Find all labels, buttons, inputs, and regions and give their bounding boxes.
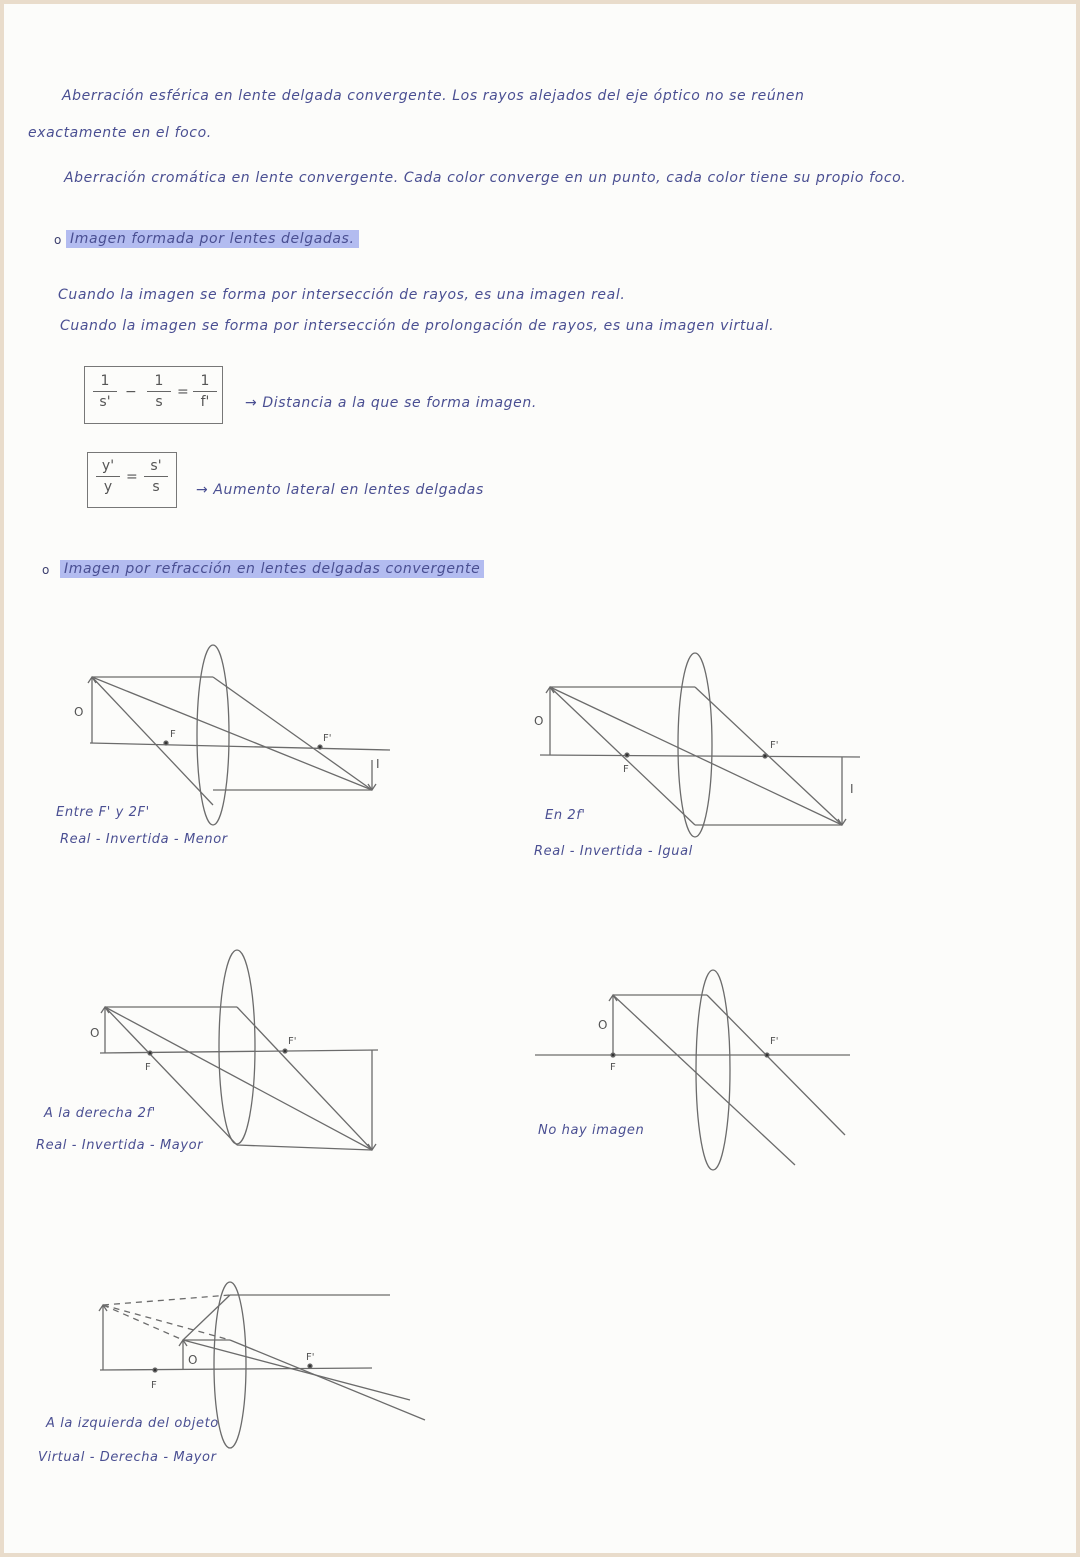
- ray-diagram-1: [88, 645, 390, 825]
- virtual-image-text: Cuando la imagen se forma por intersección de prolongación de rayos, es una imagen virtual.: [60, 318, 775, 334]
- focus2-label: F': [306, 1352, 315, 1363]
- focus-label: F: [610, 1062, 616, 1073]
- ray-diagram-2: [540, 653, 860, 837]
- diagram-3-case: A la derecha 2f': [44, 1106, 156, 1121]
- diagram-5-result: Virtual - Derecha - Mayor: [38, 1450, 217, 1465]
- ray-diagram-4: [535, 970, 850, 1170]
- magnification-box: y' y = s' s: [87, 452, 177, 508]
- chromatic-aberration-text: Aberración cromática en lente convergente. Cada color converge en un punto, cada color tiene su propio foco.: [64, 170, 907, 186]
- focus-label: F: [623, 764, 629, 775]
- real-image-text: Cuando la imagen se forma por intersección de rayos, es una imagen real.: [58, 287, 626, 303]
- object-label: O: [598, 1018, 608, 1032]
- object-label: O: [74, 705, 84, 719]
- image-label: I: [850, 782, 854, 796]
- diagram-1-result: Real - Invertida - Menor: [60, 832, 228, 847]
- diagram-2-result: Real - Invertida - Igual: [534, 844, 693, 859]
- focus-label: F: [151, 1380, 157, 1391]
- diagram-5-case: A la izquierda del objeto: [46, 1416, 219, 1431]
- section-heading-thin-lenses: Imagen formada por lentes delgadas.: [66, 230, 359, 248]
- focus2-label: F': [770, 1036, 779, 1047]
- lens-equation-note: → Distancia a la que se forma imagen.: [245, 395, 537, 411]
- magnification-note: → Aumento lateral en lentes delgadas: [196, 482, 484, 498]
- object-label: O: [534, 714, 544, 728]
- spherical-aberration-text-cont: exactamente en el foco.: [28, 125, 212, 141]
- object-label: O: [188, 1353, 198, 1367]
- diagram-1-case: Entre F' y 2F': [56, 805, 150, 820]
- bullet-icon: o: [42, 563, 50, 577]
- bullet-icon: o: [54, 233, 62, 247]
- image-label: I: [376, 757, 380, 771]
- diagram-3-result: Real - Invertida - Mayor: [36, 1138, 204, 1153]
- focus2-label: F': [288, 1036, 297, 1047]
- diagram-2-case: En 2f': [545, 808, 586, 823]
- object-label: O: [90, 1026, 100, 1040]
- focus-label: F: [170, 729, 176, 740]
- focus2-label: F': [770, 740, 779, 751]
- lens-equation-box: 1 s' − 1 s = 1 f': [84, 366, 223, 424]
- spherical-aberration-text: Aberración esférica en lente delgada convergente. Los rayos alejados del eje óptico no se reúnen: [62, 88, 805, 104]
- focus-label: F: [145, 1062, 151, 1073]
- focus2-label: F': [323, 733, 332, 744]
- section-heading-refraction: Imagen por refracción en lentes delgadas convergente: [60, 560, 484, 578]
- diagram-4-case: No hay imagen: [538, 1123, 645, 1138]
